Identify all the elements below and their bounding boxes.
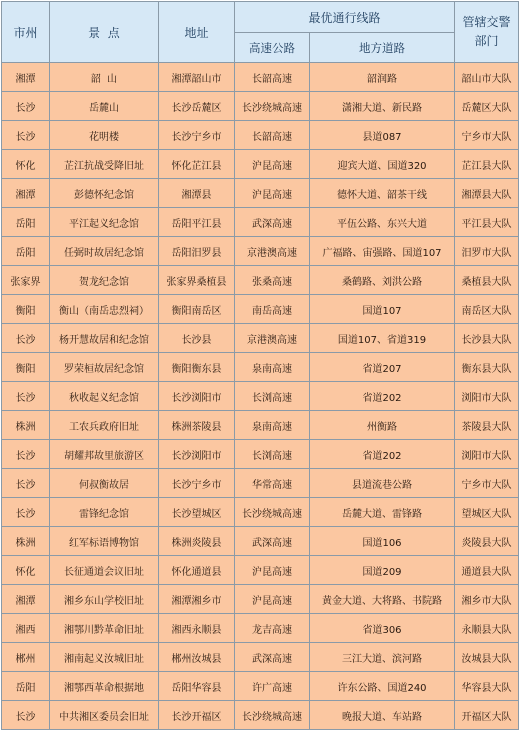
cell-spot: 湘鄂川黔革命旧址 [50, 614, 159, 643]
table-row [2, 237, 519, 266]
table-row [2, 585, 519, 614]
cell-highway: 许广高速 [235, 672, 310, 701]
cell-road: 国道106 [310, 527, 455, 556]
cell-road: 国道107、省道319 [310, 324, 455, 353]
cell-address: 株洲炎陵县 [159, 527, 235, 556]
cell-highway: 长韶高速 [235, 121, 310, 150]
cell-spot: 杨开慧故居和纪念馆 [50, 324, 159, 353]
cell-highway: 沪昆高速 [235, 585, 310, 614]
cell-dept: 汨罗市大队 [455, 237, 519, 266]
table-row [2, 63, 519, 92]
cell-road: 广福路、宙强路、国道107 [310, 237, 455, 266]
cell-dept: 岳麓区大队 [455, 92, 519, 121]
cell-spot: 任弼时故居纪念馆 [50, 237, 159, 266]
cell-address: 湘潭县 [159, 179, 235, 208]
cell-dept: 通道县大队 [455, 556, 519, 585]
cell-highway: 长浏高速 [235, 382, 310, 411]
cell-dept: 开福区大队 [455, 701, 519, 730]
cell-dept: 炎陵县大队 [455, 527, 519, 556]
table-row [2, 353, 519, 382]
cell-spot: 湘南起义汝城旧址 [50, 643, 159, 672]
table-row [2, 469, 519, 498]
cell-dept: 永顺县大队 [455, 614, 519, 643]
cell-highway: 京港澳高速 [235, 237, 310, 266]
cell-spot: 何叔衡故居 [50, 469, 159, 498]
cell-address: 长沙县 [159, 324, 235, 353]
cell-road: 省道306 [310, 614, 455, 643]
table-row [2, 382, 519, 411]
header-local-road: 地方道路 [310, 33, 455, 63]
table-row [2, 150, 519, 179]
header-dept-label: 管辖交警部门 [462, 15, 511, 48]
cell-road: 晚报大道、车站路 [310, 701, 455, 730]
cell-road: 省道202 [310, 382, 455, 411]
cell-address: 湘潭湘乡市 [159, 585, 235, 614]
table-row [2, 411, 519, 440]
cell-road: 平伍公路、东兴大道 [310, 208, 455, 237]
cell-city: 长沙 [2, 701, 50, 730]
table-row [2, 498, 519, 527]
cell-address: 长沙宁乡市 [159, 469, 235, 498]
cell-city: 长沙 [2, 324, 50, 353]
table-row [2, 266, 519, 295]
cell-spot: 长征通道会议旧址 [50, 556, 159, 585]
cell-city: 怀化 [2, 556, 50, 585]
cell-address: 岳阳平江县 [159, 208, 235, 237]
cell-highway: 长沙绕城高速 [235, 701, 310, 730]
cell-highway: 泉南高速 [235, 411, 310, 440]
cell-spot: 工农兵政府旧址 [50, 411, 159, 440]
cell-address: 怀化芷江县 [159, 150, 235, 179]
cell-dept: 湘乡市大队 [455, 585, 519, 614]
cell-city: 郴州 [2, 643, 50, 672]
header-city: 市州 [2, 2, 50, 63]
table-row [2, 295, 519, 324]
cell-spot: 红军标语博物馆 [50, 527, 159, 556]
cell-road: 三江大道、滨河路 [310, 643, 455, 672]
cell-spot: 衡山（南岳忠烈祠） [50, 295, 159, 324]
cell-road: 潇湘大道、新民路 [310, 92, 455, 121]
cell-city: 湘西 [2, 614, 50, 643]
cell-highway: 长沙绕城高速 [235, 498, 310, 527]
cell-highway: 武深高速 [235, 208, 310, 237]
cell-dept: 长沙县大队 [455, 324, 519, 353]
cell-highway: 龙吉高速 [235, 614, 310, 643]
cell-spot: 湘乡东山学校旧址 [50, 585, 159, 614]
cell-road: 许东公路、国道240 [310, 672, 455, 701]
cell-city: 湘潭 [2, 179, 50, 208]
cell-city: 株洲 [2, 411, 50, 440]
cell-address: 湘西永顺县 [159, 614, 235, 643]
cell-dept: 望城区大队 [455, 498, 519, 527]
cell-road: 黄金大道、大将路、书院路 [310, 585, 455, 614]
table-row [2, 92, 519, 121]
table-row [2, 121, 519, 150]
cell-highway: 华常高速 [235, 469, 310, 498]
cell-road: 省道207 [310, 353, 455, 382]
cell-spot: 彭德怀纪念馆 [50, 179, 159, 208]
cell-road: 岳麓大道、雷锋路 [310, 498, 455, 527]
header-dept [455, 2, 519, 63]
cell-address: 湘潭韶山市 [159, 63, 235, 92]
table-row [2, 324, 519, 353]
table-body [2, 63, 519, 730]
cell-address: 衡阳南岳区 [159, 295, 235, 324]
cell-city: 长沙 [2, 498, 50, 527]
cell-address: 长沙开福区 [159, 701, 235, 730]
cell-dept: 桑植县大队 [455, 266, 519, 295]
cell-city: 长沙 [2, 469, 50, 498]
scenic-route-table [1, 1, 519, 730]
cell-address: 株洲茶陵县 [159, 411, 235, 440]
table-row [2, 440, 519, 469]
cell-road: 韶润路 [310, 63, 455, 92]
cell-address: 长沙岳麓区 [159, 92, 235, 121]
cell-dept: 湘潭县大队 [455, 179, 519, 208]
header-address: 地址 [159, 2, 235, 63]
table-row [2, 672, 519, 701]
cell-city: 张家界 [2, 266, 50, 295]
cell-address: 长沙浏阳市 [159, 440, 235, 469]
cell-highway: 沪昆高速 [235, 556, 310, 585]
cell-road: 国道107 [310, 295, 455, 324]
cell-dept: 韶山市大队 [455, 63, 519, 92]
cell-address: 岳阳汨罗县 [159, 237, 235, 266]
cell-dept: 宁乡市大队 [455, 121, 519, 150]
cell-dept: 汝城县大队 [455, 643, 519, 672]
cell-highway: 武深高速 [235, 643, 310, 672]
cell-city: 长沙 [2, 382, 50, 411]
header-route: 最优通行线路 [235, 2, 455, 33]
cell-spot: 芷江抗战受降旧址 [50, 150, 159, 179]
cell-spot: 雷锋纪念馆 [50, 498, 159, 527]
cell-highway: 沪昆高速 [235, 179, 310, 208]
cell-spot: 平江起义纪念馆 [50, 208, 159, 237]
cell-dept: 芷江县大队 [455, 150, 519, 179]
cell-highway: 京港澳高速 [235, 324, 310, 353]
table-row [2, 643, 519, 672]
cell-dept: 衡东县大队 [455, 353, 519, 382]
cell-dept: 平江县大队 [455, 208, 519, 237]
cell-road: 县道流巷公路 [310, 469, 455, 498]
cell-road: 德怀大道、韶茶干线 [310, 179, 455, 208]
cell-road: 迎宾大道、国道320 [310, 150, 455, 179]
cell-dept: 南岳区大队 [455, 295, 519, 324]
table-row [2, 208, 519, 237]
cell-road: 省道202 [310, 440, 455, 469]
cell-highway: 长韶高速 [235, 63, 310, 92]
cell-highway: 张桑高速 [235, 266, 310, 295]
cell-road: 国道209 [310, 556, 455, 585]
cell-dept: 华容县大队 [455, 672, 519, 701]
cell-city: 长沙 [2, 440, 50, 469]
cell-highway: 长浏高速 [235, 440, 310, 469]
cell-address: 怀化通道县 [159, 556, 235, 585]
cell-spot: 花明楼 [50, 121, 159, 150]
cell-address: 衡阳衡东县 [159, 353, 235, 382]
cell-address: 张家界桑植县 [159, 266, 235, 295]
cell-spot: 贺龙纪念馆 [50, 266, 159, 295]
cell-address: 岳阳华容县 [159, 672, 235, 701]
cell-city: 株洲 [2, 527, 50, 556]
cell-address: 长沙浏阳市 [159, 382, 235, 411]
cell-spot: 岳麓山 [50, 92, 159, 121]
cell-highway: 泉南高速 [235, 353, 310, 382]
cell-dept: 浏阳市大队 [455, 382, 519, 411]
cell-city: 岳阳 [2, 237, 50, 266]
cell-spot: 秋收起义纪念馆 [50, 382, 159, 411]
table-row [2, 701, 519, 730]
cell-city: 湘潭 [2, 585, 50, 614]
table-row [2, 527, 519, 556]
cell-address: 长沙宁乡市 [159, 121, 235, 150]
cell-city: 衡阳 [2, 295, 50, 324]
cell-city: 长沙 [2, 92, 50, 121]
cell-spot: 罗荣桓故居纪念馆 [50, 353, 159, 382]
cell-highway: 武深高速 [235, 527, 310, 556]
cell-dept: 浏阳市大队 [455, 440, 519, 469]
cell-highway: 长沙绕城高速 [235, 92, 310, 121]
cell-spot: 中共湘区委员会旧址 [50, 701, 159, 730]
cell-city: 岳阳 [2, 208, 50, 237]
cell-spot: 韶 山 [50, 63, 159, 92]
cell-road: 桑鹤路、刘洪公路 [310, 266, 455, 295]
cell-city: 怀化 [2, 150, 50, 179]
cell-city: 岳阳 [2, 672, 50, 701]
table-row [2, 614, 519, 643]
cell-city: 湘潭 [2, 63, 50, 92]
cell-dept: 茶陵县大队 [455, 411, 519, 440]
cell-spot: 胡耀邦故里旅游区 [50, 440, 159, 469]
table-row [2, 556, 519, 585]
cell-highway: 南岳高速 [235, 295, 310, 324]
cell-address: 长沙望城区 [159, 498, 235, 527]
cell-city: 衡阳 [2, 353, 50, 382]
table-row [2, 179, 519, 208]
cell-road: 州衡路 [310, 411, 455, 440]
cell-dept: 宁乡市大队 [455, 469, 519, 498]
cell-address: 郴州汝城县 [159, 643, 235, 672]
header-highway: 高速公路 [235, 33, 310, 63]
cell-highway: 沪昆高速 [235, 150, 310, 179]
cell-spot: 湘鄂西革命根据地 [50, 672, 159, 701]
cell-road: 县道087 [310, 121, 455, 150]
cell-city: 长沙 [2, 121, 50, 150]
header-spot: 景 点 [50, 2, 159, 63]
